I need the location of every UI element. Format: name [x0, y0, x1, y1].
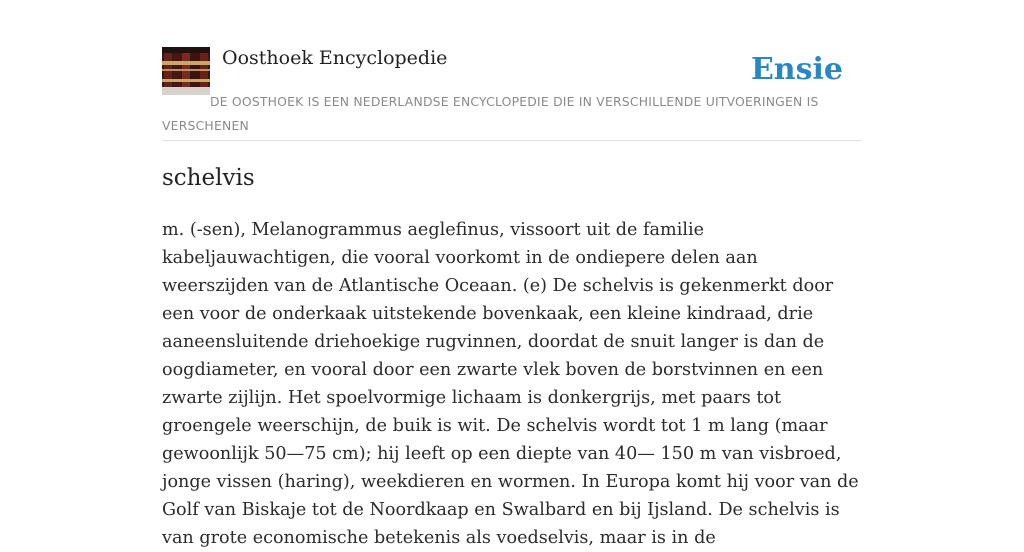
source-name[interactable]: Oosthoek Encyclopedie [222, 47, 448, 69]
article-body: m. (-sen), Melanogrammus aeglefinus, vissoort uit de familie kabeljauwachtigen, die vooral voorkomt in de ondiepere delen aan weerszijden van de Atlantische Oceaan. (e) De schelvis is gekenmerkt door een voor de onderkaak uitstekende bovenkaak, een kleine kindraad, drie aaneensluitende driehoekige rugvinnen, doordat de snuit langer is dan de oogdiameter, en vooral door een zwarte vlek boven de borstvinnen en een zwarte zijlijn. Het spoelvormige lichaam is donkergrijs, met paars tot groengele weerschijn, de buik is wit. De schelvis wordt tot 1 m lang (maar gewoonlijk 50—75 cm); hij leeft op een diepte van 40— 150 m van visbroed, jonge vissen (haring), weekdieren en wormen. In Europa komt hij voor van de Golf van Biskaje tot de Noordkaap en Swalbard en bij Ijsland. De schelvis is van grote economische betekenis als voedselvis, maar is in de [162, 220, 859, 548]
encyclopedia-books-icon[interactable] [162, 47, 210, 95]
source-header [162, 46, 862, 141]
source-description: DE OOSTHOEK IS EEN NEDERLANDSE ENCYCLOPEDIE DIE IN VERSCHILLENDE UITVOERINGEN IS VERSCHENEN [162, 94, 819, 133]
brand-logo[interactable]: Ensie [750, 52, 843, 87]
article-title: schelvis [162, 165, 255, 191]
